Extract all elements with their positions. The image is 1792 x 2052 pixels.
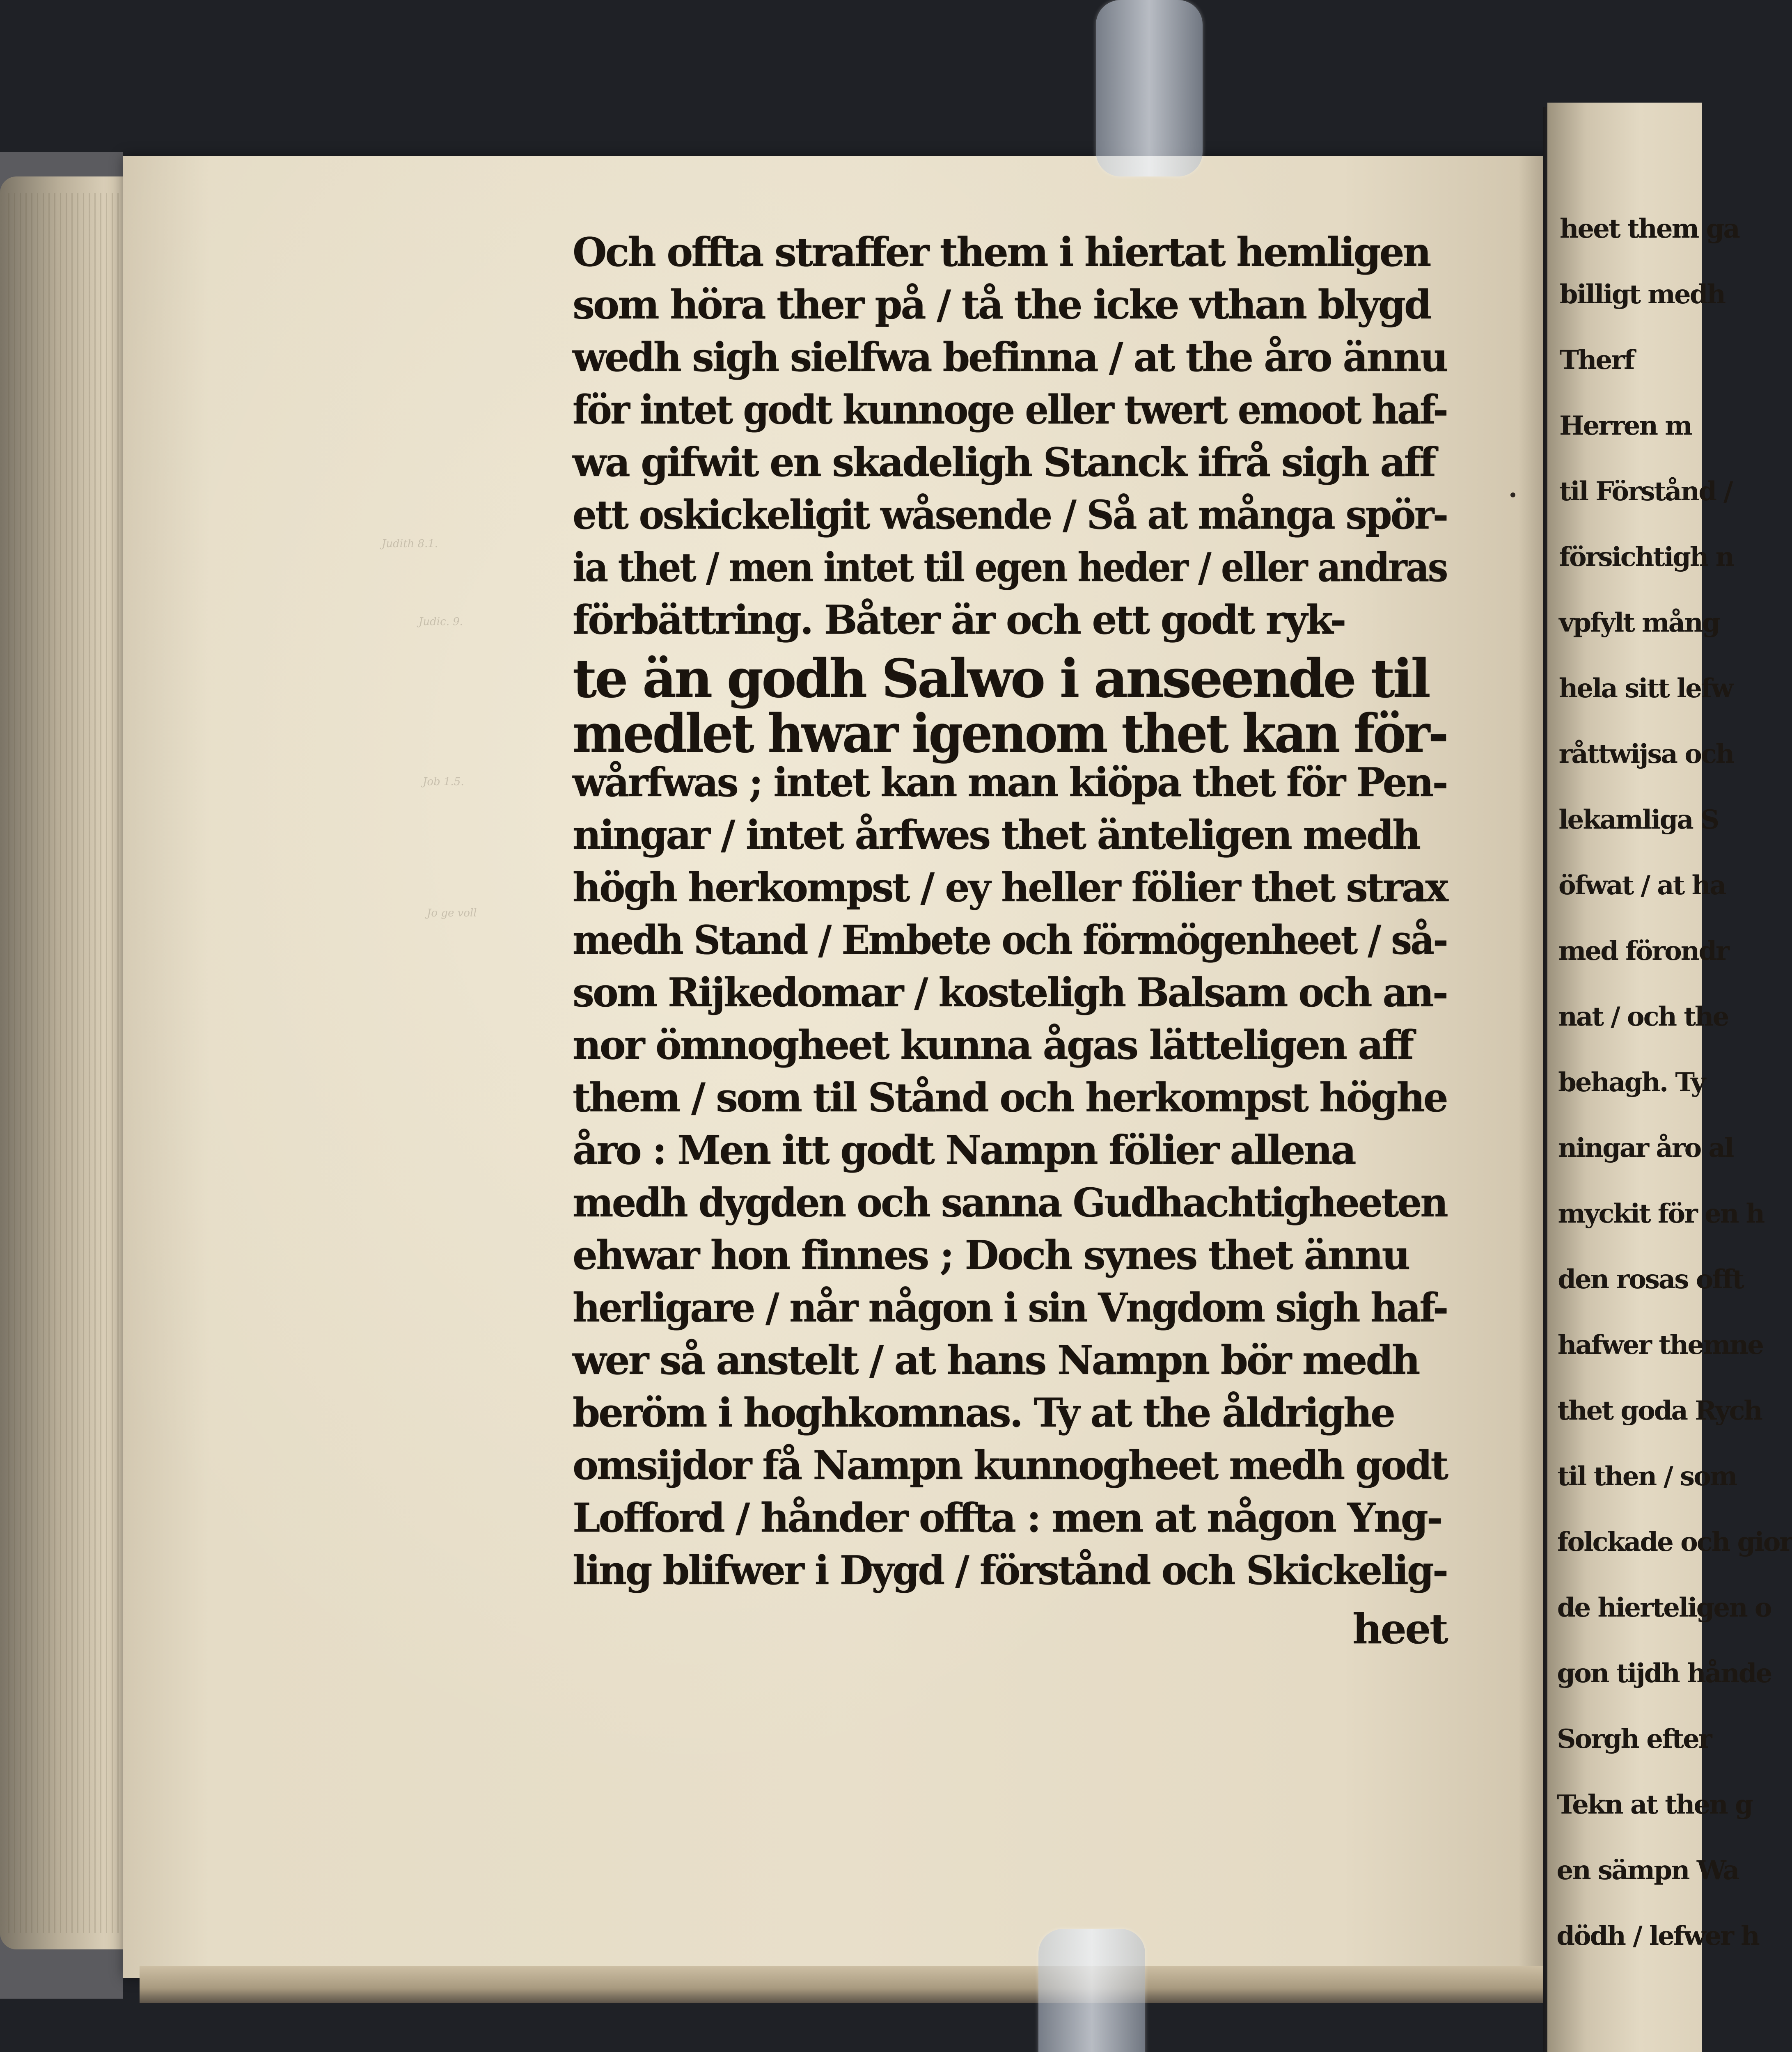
facing-text-line: råttwijsa och: [1558, 739, 1734, 770]
facing-text-line: gon tijdh hånde: [1557, 1658, 1771, 1689]
text-line: ehwar hon finnes ; Doch synes thet ännu: [573, 1232, 1409, 1278]
text-line: nor ömnogheet kunna ågas lätteligen aff: [573, 1022, 1413, 1068]
left-page-edges: [8, 193, 140, 1933]
text-line: för intet godt kunnoge eller twert emoot haf-: [573, 387, 1447, 433]
text-line: Och offta straffer them i hiertat hemligen: [573, 229, 1430, 275]
facing-text-line: Sorgh efter: [1557, 1724, 1711, 1754]
show-through-note-2: Judic. 9.: [419, 616, 463, 628]
facing-text-line: Tekn at then g: [1556, 1789, 1752, 1820]
facing-text-line: myckit för en h: [1558, 1198, 1764, 1229]
facing-text-line: billigt medh: [1559, 279, 1725, 310]
text-line: beröm i hoghkomnas. Ty at the åldrighe: [573, 1390, 1394, 1436]
text-line: herligare / når någon i sin Vngdom sigh haf-: [573, 1285, 1447, 1331]
text-line: ia thet / men intet til egen heder / eller andras: [573, 544, 1447, 591]
text-line: ett oskickeligit wåsende / Så at många spör-: [573, 492, 1447, 538]
page-clip-bottom: [1038, 1929, 1145, 2052]
text-line: åro : Men itt godt Nampn fölier allena: [573, 1127, 1355, 1173]
facing-text-line: dödh / lefwer h: [1556, 1921, 1759, 1951]
facing-text-line: hela sitt lefw: [1558, 673, 1732, 704]
facing-text-line: med förondr: [1558, 936, 1728, 966]
text-line: wer så anstelt / at hans Nampn bör medh: [573, 1337, 1419, 1383]
facing-text-line: Therf: [1559, 345, 1634, 376]
facing-text-line: den rosas offt: [1558, 1264, 1743, 1295]
facing-text-line: til then / som: [1557, 1461, 1737, 1492]
text-line: Lofford / hånder offta : men at någon Yng-: [573, 1495, 1441, 1541]
text-line: förbättring. Båter är och ett godt ryk-: [573, 597, 1345, 643]
facing-text-line: en sämpn Wa: [1556, 1855, 1739, 1886]
text-line: ling blifwer i Dygd / förstånd och Skickelig-: [573, 1547, 1447, 1594]
facing-text-line: Herren m: [1559, 410, 1691, 441]
catchword: heet: [1352, 1605, 1447, 1653]
facing-text-line: til Förstånd /: [1559, 476, 1732, 507]
text-line: medh Stand / Embete och förmögenheet / så-: [573, 917, 1447, 963]
facing-text-line: lekamliga S: [1558, 804, 1719, 835]
text-line: wedh sigh sielfwa befinna / at the åro ännu: [573, 334, 1447, 380]
text-line: omsijdor få Nampn kunnogheet medh godt: [573, 1442, 1447, 1489]
facing-text-line: nat / och the: [1558, 1001, 1728, 1032]
text-line: them / som til Stånd och herkompst höghe: [573, 1074, 1447, 1121]
text-line: medlet hwar igenom thet kan för-: [573, 703, 1447, 765]
text-line: wårfwas ; intet kan man kiöpa thet för Pen-: [573, 759, 1447, 806]
show-through-note-4: Jo ge voll: [427, 907, 477, 919]
facing-text-line: ningar åro al: [1558, 1133, 1733, 1163]
facing-text-line: de hierteligen o: [1557, 1592, 1771, 1623]
facing-text-line: heet them ga: [1560, 213, 1739, 244]
text-line: ningar / intet årfwes thet änteligen medh: [573, 812, 1419, 858]
text-line: som Rijkedomar / kosteligh Balsam och an-: [573, 969, 1447, 1016]
page-bottom-edge: [140, 1966, 1556, 2003]
facing-text-line: behagh. Ty: [1558, 1067, 1705, 1098]
text-line: medh dygden och sanna Gudhachtigheeten: [573, 1179, 1447, 1226]
text-line: högh herkompst / ey heller fölier thet strax: [573, 864, 1447, 911]
text-line: te än godh Salwo i anseende til: [573, 648, 1429, 710]
show-through-note-3: Job 1.5.: [423, 776, 464, 788]
facing-text-line: vpfylt mång: [1559, 607, 1719, 638]
facing-text-line: thet goda Rych: [1557, 1395, 1762, 1426]
margin-dot: [1510, 492, 1515, 497]
text-line: som höra ther på / tå the icke vthan blygd: [573, 282, 1430, 328]
facing-text-line: folckade och gior: [1557, 1527, 1792, 1557]
show-through-note-1: Judith 8.1.: [382, 538, 438, 550]
facing-text-line: öfwat / at ha: [1558, 870, 1726, 901]
facing-text-line: hafwer themne: [1557, 1330, 1763, 1360]
text-line: wa gifwit en skadeligh Stanck ifrå sigh aff: [573, 439, 1435, 486]
page-clip-top: [1096, 0, 1203, 176]
facing-text-line: försichtigh n: [1559, 542, 1734, 573]
